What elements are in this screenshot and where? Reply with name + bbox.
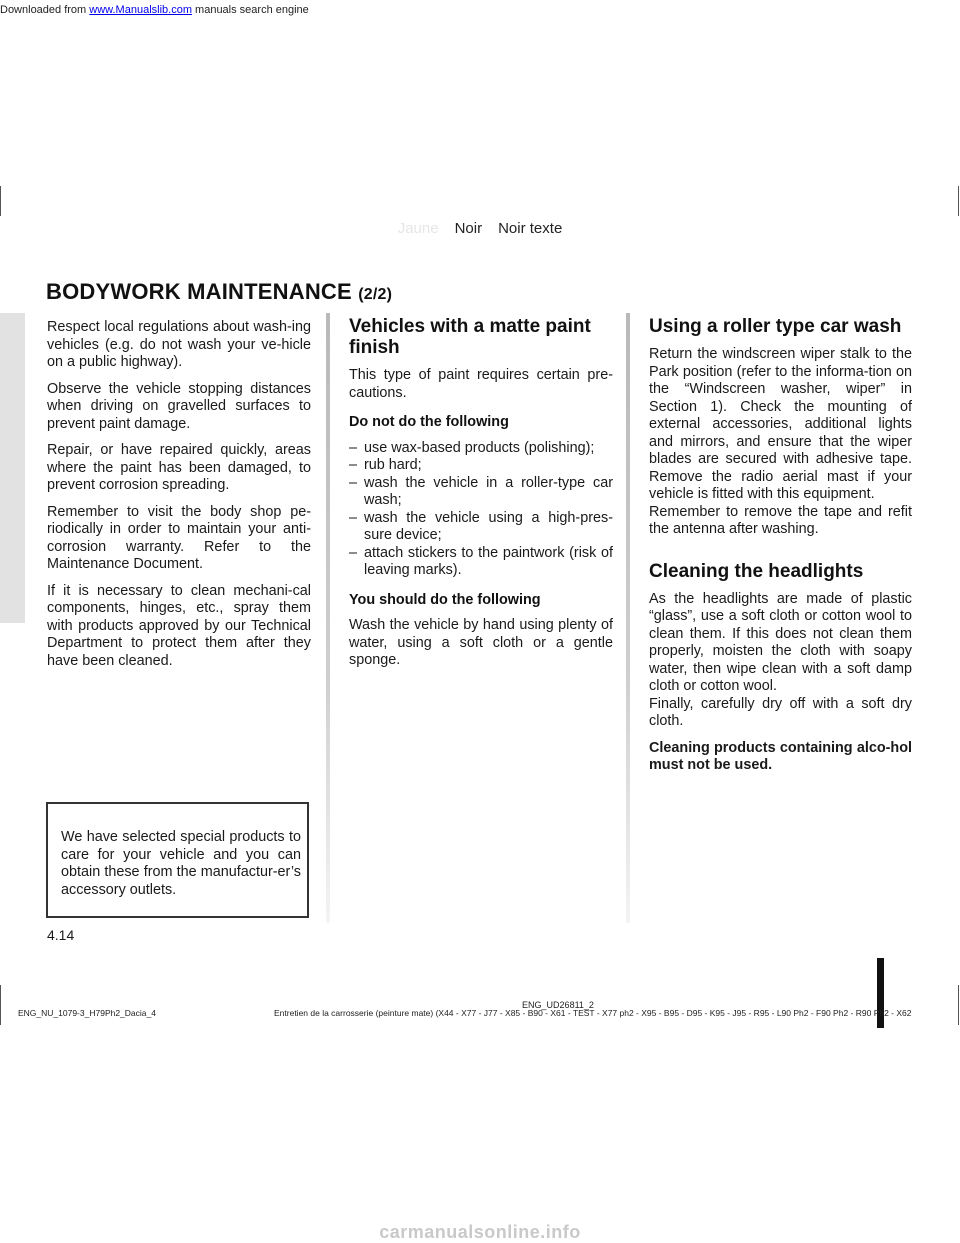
roller-car-wash-heading: Using a roller type car wash (649, 316, 902, 337)
matte-paint-intro: This type of paint requires certain pre-cautions. (349, 367, 613, 401)
footer-description: Entretien de la carrosserie (peinture mate) (X44 - X77 - J77 - X85 - B90 - X61 - TEST - X77 ph2 - X95 - B95 - D95 - K95 - J95 - R95 - L90 Ph2 - F90 Ph2 - R90 Ph2 - X62 (274, 1008, 912, 1018)
list-item: – wash the vehicle using a high-pres-sure device; (349, 510, 613, 545)
footer-reference: ENG_UD26811_2 (522, 1000, 594, 1010)
color-code-noir: Noir (454, 220, 483, 237)
page-number: 4.14 (47, 927, 75, 943)
page-title (46, 279, 392, 305)
headlights-heading: Cleaning the headlights (649, 560, 864, 582)
headlights-text-2: Finally, carefully dry off with a soft dry cloth. (649, 695, 912, 729)
roller-car-wash-text: Return the windscreen wiper stalk to the Park position (refer to the informa-tion on the “Windscreen washer, wiper” in Section 1). Check the mounting of external accessories, additional lights and mirrors, and ensure that the wiper blades are secured with adhesive tape. Remove the radio aerial mast if your vehicle is fitted with this equipment. (649, 346, 912, 502)
column-divider-1 (326, 313, 330, 923)
list-item: – wash the vehicle in a roller-type car wash; (349, 475, 613, 510)
accessory-note-text: We have selected special products to care for your vehicle and you can obtain these from the manufactur-er’s accessory outlets. (61, 829, 301, 898)
do-text: Wash the vehicle by hand using plenty of water, using a soft cloth or a gentle sponge. (349, 617, 613, 668)
watermark: carmanualsonline.info (379, 1222, 581, 1242)
crop-mark-bottom-right (958, 985, 959, 1025)
dont-heading: Do not do the following (349, 414, 509, 430)
print-color-codes (0, 220, 960, 237)
paragraph: Repair, or have repaired quickly, areas where the paint has been damaged, to prevent corrosion spreading. (47, 442, 311, 493)
footer-document-code: ENG_NU_1079-3_H79Ph2_Dacia_4 (18, 1008, 156, 1018)
dont-list (349, 440, 613, 580)
crop-mark-top-right (958, 186, 959, 216)
column-divider-2 (626, 313, 630, 923)
accessory-note-box (46, 802, 309, 918)
roller-car-wash-text-2: Remember to remove the tape and refit the antenna after washing. (649, 503, 912, 537)
page-title-part: (2/2) (358, 286, 393, 303)
banner-suffix: manuals search engine (191, 4, 309, 16)
column-car-wash-headlights (649, 316, 912, 784)
crop-mark-top-left (0, 186, 1, 216)
matte-paint-heading: Vehicles with a matte paint finish (349, 316, 591, 358)
list-item: – use wax-based products (polishing); (349, 440, 613, 458)
headlights-text: As the headlights are made of plastic “glass”, use a soft cloth or cotton wool to clean them. If this does not clean them properly, moisten the cloth with soapy water, then wipe clean with a soft damp cloth or cotton wool. (649, 590, 912, 694)
page-title-main: BODYWORK MAINTENANCE (46, 279, 359, 304)
paragraph: Respect local regulations about wash-ing vehicles (e.g. do not wash your ve-hicle on a public highway). (47, 319, 311, 370)
column-general-advice (47, 319, 311, 679)
paragraph: Remember to visit the body shop pe-riodically in order to maintain your anti-corrosion warranty. Refer to the Maintenance Document. (47, 503, 311, 572)
paragraph: Observe the vehicle stopping distances when driving on gravelled surfaces to prevent paint damage. (47, 380, 311, 432)
alcohol-warning: Cleaning products containing alco-hol must not be used. (649, 739, 912, 773)
color-code-noir-texte: Noir texte (498, 220, 563, 237)
list-item: – rub hard; (349, 457, 613, 475)
paragraph: If it is necessary to clean mechani-cal components, hinges, etc., spray them with products approved by our Technical Department to protect them after they have been cleaned. (47, 582, 311, 669)
do-heading: You should do the following (349, 591, 541, 608)
list-item: – attach stickers to the paintwork (risk of leaving marks). (349, 545, 613, 580)
column-matte-paint (349, 316, 613, 679)
manualslib-link[interactable]: www.Manualslib.com (89, 4, 192, 16)
color-code-jaune: Jaune (397, 220, 439, 237)
download-banner (0, 4, 309, 16)
section-tab (0, 313, 25, 623)
banner-prefix: Downloaded from (0, 4, 90, 16)
